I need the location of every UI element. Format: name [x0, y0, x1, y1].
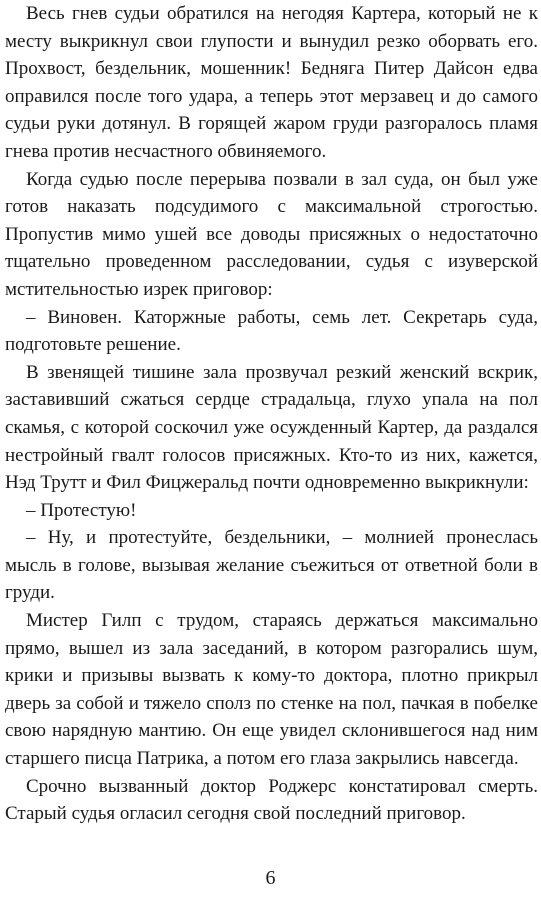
- paragraph-3: – Виновен. Каторжные работы, семь лет. Секретарь суда, подготовьте решение.: [5, 306, 538, 356]
- page-number: 6: [265, 867, 276, 889]
- paragraph-4: В звенящей тишине зала прозвучал резкий женский вскрик, заставивший сжаться сердце страдальца, глухо упала на пол скамья, с которой соскочил уже осужденный Картер, да раздался нестройный гвалт голосов присяжных. Кто-то из них, кажется, Нэд Трутт и Фил Фицжеральд почти одновременно выкрикнули:: [5, 361, 538, 494]
- paragraph-8: Срочно вызванный доктор Роджерс констатировал смерть. Старый судья огласил сегодня свой последний приговор.: [5, 775, 538, 825]
- paragraph-6: – Ну, и протестуйте, бездельники, – молнией пронеслась мысль в голове, вызывая желание съежиться от ответной боли в груди.: [5, 527, 538, 604]
- body-text: [5, 0, 538, 828]
- paragraph-5: – Протестую!: [26, 499, 137, 521]
- paragraph-1: Весь гнев судьи обратился на негодяя Картера, который не к месту выкрикнул свои глупости и вынудил резко оборвать его. Прохвост, бездельник, мошенник! Бедняга Питер Дайсон едва оправился после того удара, а теперь этот мерзавец и до самого судьи руки дотянул. В горящей жаром груди разгоралось пламя гнева против несчастного обвиняемого.: [5, 3, 538, 162]
- paragraph-2: Когда судью после перерыва позвали в зал суда, он был уже готов наказать подсудимого с максимальной строгостью. Пропустив мимо ушей все доводы присяжных о недостаточно тщательно проведенном расследовании, судья с изуверской мстительностью изрек приговор:: [5, 168, 538, 300]
- paragraph-7: Мистер Гилп с трудом, стараясь держаться максимально прямо, вышел из зала заседаний, в котором разгорались шум, крики и призывы вызвать к кому-то доктора, плотно прикрыл дверь за собой и тяжело сполз по стенке на пол, пачкая в побелке свою нарядную мантию. Он еще увидел склонившегося над ним старшего писца Патрика, а потом его глаза закрылись навсегда.: [5, 610, 538, 770]
